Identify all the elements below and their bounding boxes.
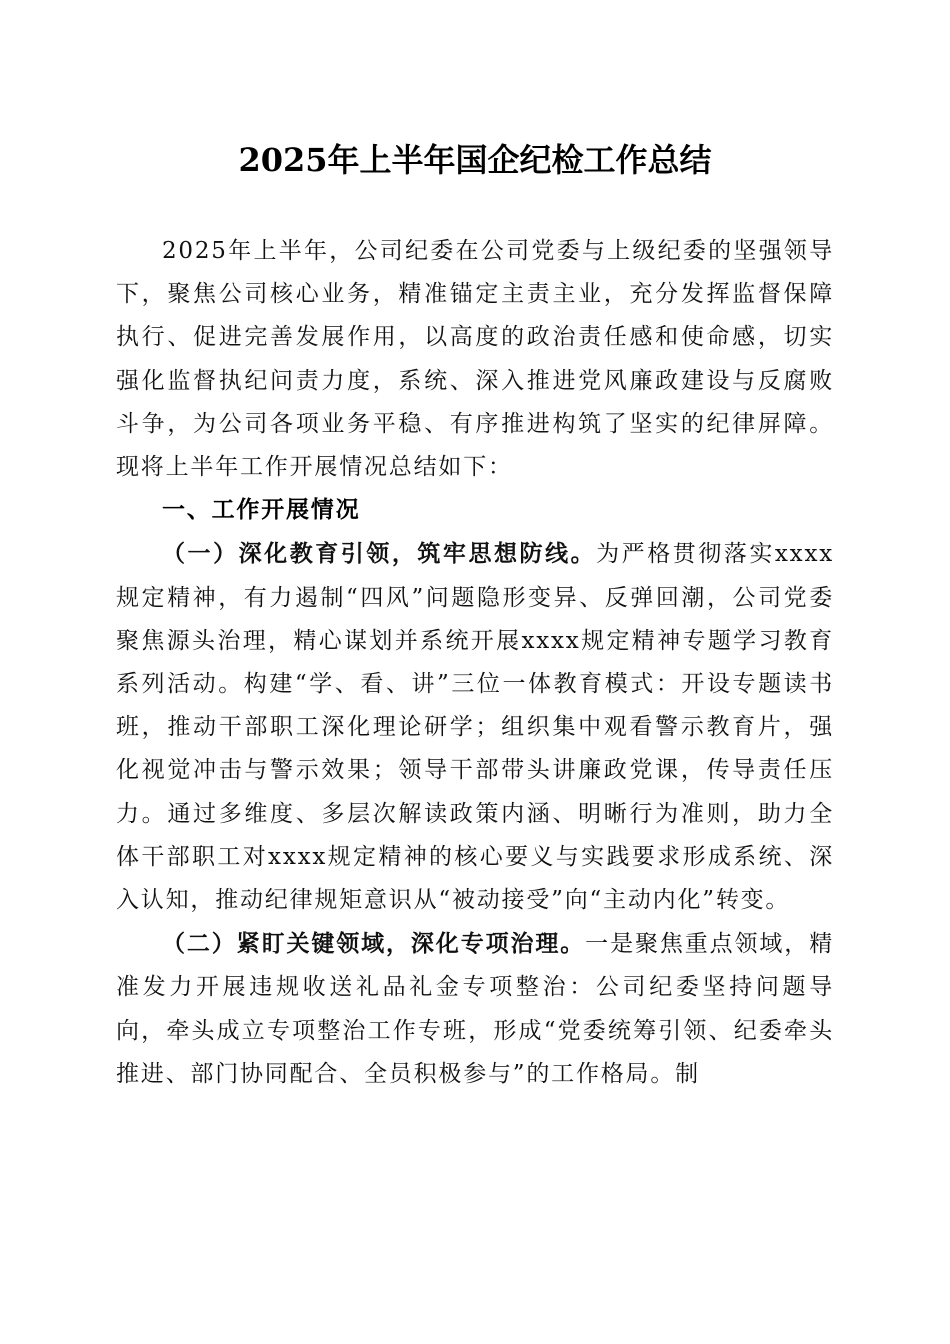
- subsection-1-lead: （一）深化教育引领，筑牢思想防线。: [162, 540, 597, 568]
- subsection-1-paragraph: [116, 532, 834, 922]
- subsection-2-text: 一是聚焦重点领域，精准发力开展违规收送礼品礼金专项整治：公司纪委坚持问题导向，牵头成立专项整治工作专班，形成“党委统筹引领、纪委牵头推进、部门协同配合、全员积极参与”的工作格局。制: [116, 931, 834, 1087]
- intro-paragraph: 2025年上半年，公司纪委在公司党委与上级纪委的坚强领导下，聚焦公司核心业务，精准锚定主责主业，充分发挥监督保障执行、促进完善发展作用，以高度的政治责任感和使命感，切实强化监督执纪问责力度，系统、深入推进党风廉政建设与反腐败斗争，为公司各项业务平稳、有序推进构筑了坚实的纪律屏障。现将上半年工作开展情况总结如下：: [116, 238, 834, 481]
- document-body: [116, 230, 834, 1096]
- subsection-2-paragraph: [116, 922, 834, 1096]
- document-title: 2025年上半年国企纪检工作总结: [238, 141, 712, 179]
- subsection-1-text: 为严格贯彻落实xxxx规定精神，有力遏制“四风”问题隐形变异、反弹回潮，公司党委聚焦源头治理，精心谋划并系统开展xxxx规定精神专题学习教育系列活动。构建“学、看、讲”三位一体教育模式：开设专题读书班，推动干部职工深化理论研学；组织集中观看警示教育片，强化视觉冲击与警示效果；领导干部带头讲廉政党课，传导责任压力。通过多维度、多层次解读政策内涵、明晰行为准则，助力全体干部职工对xxxx规定精神的核心要义与实践要求形成系统、深入认知，推动纪律规矩意识从“被动接受”向“主动内化”转变。: [116, 541, 834, 914]
- section-heading-work-progress: 一、工作开展情况: [162, 497, 361, 524]
- subsection-2-lead: （二）紧盯关键领域，深化专项治理。: [162, 930, 586, 958]
